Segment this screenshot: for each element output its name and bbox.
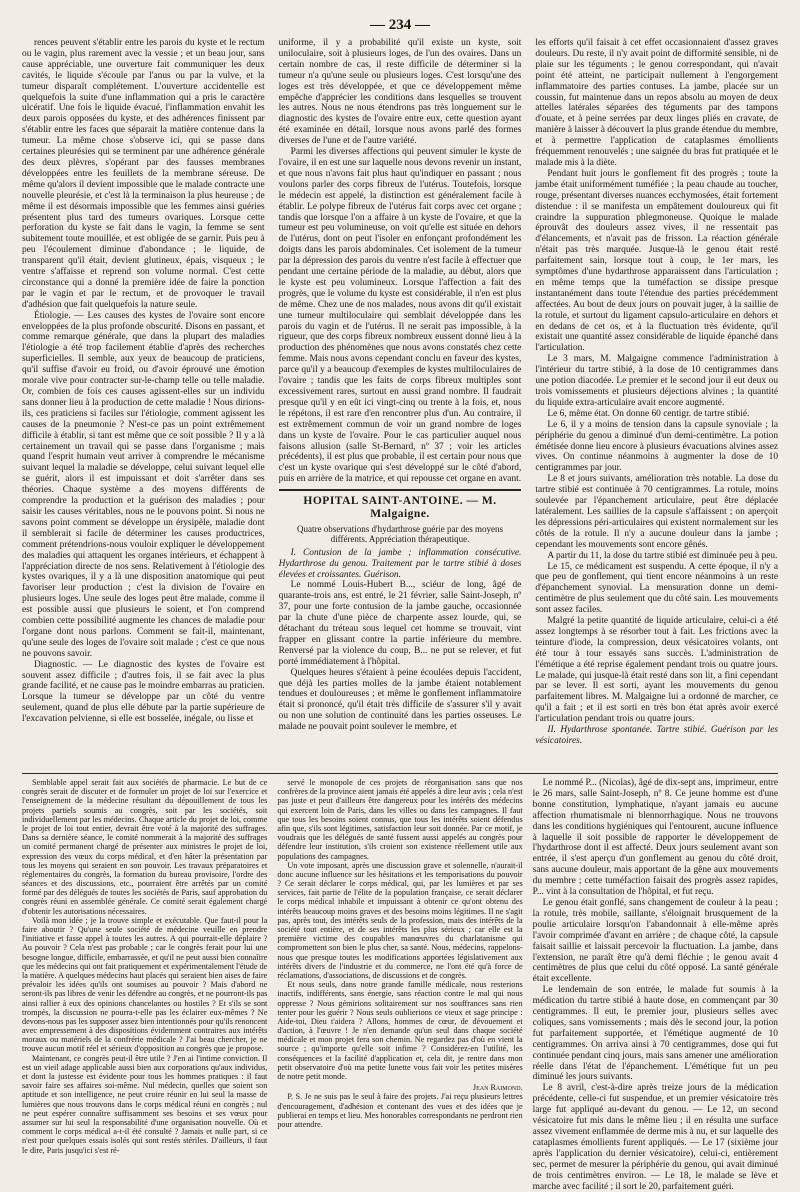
- paragraph: les efforts qu'il faisait à cet effet occasionnaient d'assez graves douleurs. Du reste, il n'y avait point de difformité sensible, ni de plaie sur les téguments ; le genou correspondant, qui n'avait point été atteint, ne participait nullement à l'engorgement inflammatoire des parties contuses. La jambe, placée sur un coussin, fut maintenue dans un repos absolu au moyen de deux attelles latérales séparées des téguments par des tampons d'ouate, et à peine serrées par deux linges pliés en cravate, de manière à laisser à découvert la plus grande étendue du membre, et à permettre l'application de cataplasmes émollients fréquemment renouvelés ; une saignée du bras fut pratiquée et le malade mis à la diète.: [535, 38, 779, 168]
- paragraph: Le nommé P... (Nicolas), âgé de dix-sept ans, imprimeur, entre le 26 mars, salle Saint-Joseph, nº 8. Ce jeune homme est d'une bonne constitution, lymphatique, n'ayant jamais eu aucune affection rhumatismale ni blennorrhagique. Nous ne trouvons dans les conditions hygiéniques qui l'entourent, aucune influence à laquelle il soit possible de rapporter le développement de l'hydarthrose dont il est affecté. Deux jours seulement avant son entrée, il s'est aperçu d'un gonflement au genou du côté droit, sans aucune douleur, mais apportant de la gêne aux mouvements du membre ; cette tuméfaction faisait des progrès assez rapides, P... vint à la consultation de l'hôpital, et fut reçu.: [532, 778, 778, 898]
- paragraph: A partir du 11, la dose du tartre stibié est diminuée peu à peu.: [547, 550, 778, 561]
- column-1: [22, 38, 265, 770]
- feuilleton-column-1: [22, 778, 267, 1170]
- paragraph: Et nous seuls, dans notre grande famille médicale, nous resterions inactifs, indifférents, sans énergie, sans réaction contre le mal qui nous oppresse ? Nous gémirions solitairement sur nos souffrances sans rien tenter pour les guérir ? Nous seuls oublierions ce vieux et sage principe : Aide-toi, Dieu t'aidera ? Allons, hommes de cœur, de dévouement et d'action, à l'œuvre ! Je n'en demande qu'un seul dans chaque société médicale et mon projet fera son chemin. Ne regardez pas d'où en vient la source ; qu'importe qu'elle soit infime ? Considérez-en l'utilité, les conséquences et la facilité d'application et, cela dit, je rentre dans mon petit observatoire d'où ma petite lunette vous fait voir les petites misères de notre petit monde.: [277, 980, 523, 1081]
- paragraph: Pendant huit jours le gonflement fit des progrès ; toute la jambe était uniformément tuméfiée ; la peau chaude au toucher, rouge, présentant diverses nuances ecchymosées, était fortement distendue : il se manifesta un empâtement douloureux qui fit craindre la suppuration phlegmoneuse. Quoique le malade éprouvât des douleurs assez vives, il ne ressentait pas d'élancements, et n'avait pas de frisson. La réaction générale n'était pas très marquée. Jusque-là le genou était resté parfaitement sain, lorsque tout à coup, le 1er mars, les symptômes d'une hydarthrose apparaissent dans l'articulation ; en même temps que la tuméfaction se dissipe presque instantanément dans toute l'étendue des parties précédemment affectées. Au bout de deux jours on pouvait juger, à la saillie de la rotule, et surtout du ligament capsulo-articulaire en dehors et en dedans de cet os, et à la fluctuation très évidente, qu'il existait une quantité assez considérable de liquide épanché dans l'articulation.: [535, 168, 779, 354]
- author-signature: Jean Raimond.: [472, 1083, 523, 1093]
- paragraph: Parmi les diverses affections qui peuvent simuler le kyste de l'ovaire, il en est une sur laquelle nous devons revenir un instant, et que nous n'avons fait plus haut qu'indiquer en passant ; nous voulons parler des corps fibreux de l'utérus. Toutefois, lorsque le médecin est appelé, la distinction est généralement facile à établir. Le polype fibreux de l'utérus fait corps avec cet organe ; tandis que lorsque l'on a affaire à un kyste de l'ovaire, et que la tumeur est peu volumineuse, on voit qu'elle est située en dehors de l'utérus, dont on peut l'isoler en enfonçant profondément les doigts dans les parois abdominales. Cet isolement de la tumeur par la dépression des parois du ventre n'est facile à effectuer que pendant une certaine période de la maladie, au début, alors que le kyste est peu volumineux. Lorsque l'affection a fait des progrès, que le volume du kyste est considérable, il n'en est plus de même. Chez une de nos malades, nous avons dit qu'il existait une tumeur multiloculaire qui semblait développée dans les parois du vagin et de l'utérus. Il ne serait pas impossible, à la rigueur, que des corps fibreux nombreux eussent donné lieu à la production des phénomènes que nous avons constatés chez cette femme. Mais nous avons cependant conclu en faveur des kystes, parce qu'il y a beaucoup d'exemples de kystes multiloculaires de l'ovaire ; tandis que les faits de corps fibreux multiples sont excessivement rares, surtout en aussi grand nombre. Il faudrait presque qu'il y en eût ici vingt-cinq ou trente à la fois, et, nous le répétons, il est rare d'en rencontrer plus d'un. Au contraire, il est extrêmement commun de voir un grand nombre de loges dans un kyste de l'ovaire. Pour le cas particulier auquel nous faisons allusion (salle St-Bernard, nº 37 ; voir les articles précédents), il est plus que probable, il est certain pour nous que c'est un kyste ovarique qui s'est développé sur le côté d'abord, puis en arrière de la matrice, et qui repousse cet organe en avant.: [278, 147, 522, 485]
- paragraph: uniforme, il y a probabilité qu'il existe un kyste, soit uniloculaire, soit à plusieurs loges, de l'un des ovaires. Dans un certain nombre de cas, il reste difficile de déterminer si la tumeur n'a qu'une seule ou plusieurs loges. C'est lorsqu'une des loges est très développée, et que ce développement même empêche d'apprécier les conditions dans lesquelles se trouvent les autres. Nous ne nous étendrons pas très longuement sur le diagnostic des kystes de l'ovaire entre eux, cette question ayant été examinée en détail, lorsque nous avons parlé des formes diverses de l'une et de l'autre variété.: [278, 38, 522, 147]
- postscript: P. S. Je ne suis pas le seul à faire des projets. J'ai reçu plusieurs lettres d'encouragement, d'adhésion et contenant des vues et des idées que je publierai en temps et lieu. Mes honorables correspondants ne perdront rien pour attendre.: [277, 1092, 523, 1129]
- section-divider: [279, 489, 522, 491]
- paragraph: servé le monopole de ces projets de réorganisation sans que nos confrères de la province aient jamais été appelés à dire leur avis ; cela n'est pas juste et peut d'ailleurs être dangereux pour les intérêts des médecins qui exercent loin de Paris, dans les villes ou dans les campagnes. Il faut que tous les besoins soient connus, que tous les intérêts soient défendus afin que, s'ils sont légitimes, satisfaction leur soit donnée. Par ce motif, je voudrais que les délégués de santé fussent aussi appelés au congrès pour défendre leur institution, s'ils croient son existence réellement utile aux populations des campagnes.: [277, 778, 523, 861]
- case-heading: I. Contusion de la jambe ; inflammation consécutive. Hydarthrose du genou. Traitement par le tartre stibié à doses élevées et croissantes. Guérison.: [278, 547, 522, 580]
- top-columns: [22, 38, 778, 770]
- paragraph: Le 8 avril, c'est-à-dire après treize jours de la médication précédente, celle-ci fut suspendue, et un premier vésicatoire très large fut appliqué au-devant du genou. — Le 12, un second vésicatoire fut mis dans le même lieu ; il en résulta une surface assez vivement enflammée de derme mis à nu, et sur laquelle des cataplasmes émollients furent appliqués. — Le 17 (sixième jour après l'application du dernier vésicatoire), celui-ci, entièrement sec, permet de mesurer la périphérie du genou, qui avait diminué de trois centimètres environ. — Le 18, le malade se lève et marche avec facilité ; il sort le 20, parfaitement guéri.: [532, 1083, 778, 1192]
- paragraph: Le 6, il y a moins de tension dans la capsule synoviale ; la périphérie du genou a diminué d'un demi-centimètre. La potion émétisée donne lieu encore à plusieurs évacuations alvines assez vives. On continue néanmoins à augmenter la dose de 10 centigrammes par jour.: [535, 419, 779, 474]
- feuilleton-rule: [22, 773, 778, 774]
- paragraph: Maintenant, ce congrès peut-il être utile ? J'en ai l'intime conviction. Il est un vieil adage applicable aussi bien aux corporations qu'aux individus, et dont la justesse est évidente pour tous les hommes pratiques : il faut savoir faire ses affaires soi-même. Nul médecin, quelles que soient son aptitude et son intelligence, ne peut croire réunir en lui seul la masse de lumières que nous trouvons dans le corps médical réuni en congrès ; nul ne peut espérer connaître suffisamment ses besoins et ses vœux pour assumer sur lui seul la responsabilité d'une organisation nouvelle. Où et comment le corps médical a-t-il été consulté ? Jamais et nulle part, si ce n'est pour quelques essais isolés qui sont restés stériles. D'ailleurs, il faut le dire, Paris jusqu'ici s'est ré-: [22, 1053, 268, 1155]
- section-subtitle: Quatre observations d'hydarthrose guérie par des moyens différents. Appréciation thérapeutique.: [296, 523, 504, 545]
- paragraph: Le 6, même état. On donne 60 centigr. de tartre stibié.: [547, 408, 750, 419]
- paragraph: Un vote imposant, après une discussion grave et solennelle, n'aurait-il donc aucune influence sur les hésitations et les temporisations du pouvoir ? Ce serait déclarer le corps médical, qui, par les lumières et par ses services, fait partie de l'élite de la population française, ce serait déclarer le corps médical inhabile et impuissant à obtenir ce qu'ont obtenu des intérêts beaucoup moins graves et des besoins moins légitimes. Il ne s'agit pas, après tout, des intérêts seuls de la profession, mais des intérêts de la société tout entière, et de ses intérêts les plus sérieux ; car elle est la première victime des coupables manœuvres du charlatanisme qui compromettent son bien le plus cher, sa santé. Nous, médecins, rappelons-nous que presque toutes les modifications apportées législativement aux intérêts divers de l'industrie et du commerce, ne l'ont été qu'à force de réclamations, d'associations, de discussions et de congrès.: [277, 860, 523, 980]
- paragraph-etiologie: Étiologie. — Les causes des kystes de l'ovaire sont encore enveloppées de la plus profonde obscurité. Disons en passant, et comme remarque générale, que dans la plupart des maladies l'étiologie a été trop facilement établie d'après des recherches superficielles. Il semble, aux yeux de beaucoup de praticiens, qu'il suffise d'avoir eu froid, ou d'avoir éprouvé une émotion morale vive pour contracter sur-le-champ telle ou telle maladie. Or, combien de fois ces causes agissent-elles sur un individu sans donner lieu à la production de cette maladie ! Nous dirions-ils, ces praticiens si faciles sur l'étiologie, comment agissent les causes de la pneumonie ? N'est-ce pas un point extrêmement difficile à établir, si tant est même que ce soit possible ? Il y a là certainement un travail qui se passe dans l'organisme ; mais quand l'esprit humain veut arriver à comprendre le mécanisme suivant lequel la maladie se développe, celui suivant lequel elle se guérit, alors il est impuissant et doit s'arrêter dans ses théories. Chaque système a des moyens différents de comprendre la production et la guérison des maladies ; pour saisir les causes véritables, nous ne le pouvons point. Si nous ne savons point comment se développe un érysipèle, maladie dont il semblerait si facile de déterminer les causes productrices, comment prétendrions-nous vouloir expliquer le développement des maladies qui attaquent les organes intérieurs, et échappent à l'appréciation directe de nos sens. Relativement à l'étiologie des kystes ovariques, il y a là une disposition anatomique qui peut favoriser leur production ; c'est la division de l'ovaire en plusieurs loges. Une seule des loges peut être malade, comme il est possible aussi que plusieurs le soient, et l'on comprend combien cette possibilité augmente les chances de maladie pour l'organe dont nous parlons. Comment se fait-il, maintenant, qu'une seule des loges de l'ovaire soit malade ; c'est ce que nous ne pouvons savoir.: [22, 310, 265, 659]
- paragraph: Semblable appel serait fait aux sociétés de pharmacie. Le but de ce congrès serait de discuter et de formuler un projet de loi sur l'exercice et l'enseignement de la médecine résultant du dépouillement de tous les projets partiels soumis au congrès, soit par les sociétés, soit individuellement par les médecins. Chaque article du projet de loi, comme le projet de loi tout entier, devrait être voté à la majorité des suffrages. Dans sa dernière séance, le comité nommerait à la majorité des suffrages un comité permanent chargé de présenter aux ministres le projet de loi, expression des vœux du corps médical, et d'en hâter la présentation par tous les moyens qui seraient en son pouvoir. Les travaux préparatoires et réglementaires du congrès, la formation du bureau provisoire, l'ordre des séances et des discussions, etc., pourraient être arrêtés par un comité formé par des délégués de toutes les sociétés de Paris, sauf approbation du congrès réuni en assemblée générale. Ce comité serait également chargé d'obtenir les autorisations nécessaires.: [22, 778, 268, 916]
- paragraph: Le 8 et jours suivants, amélioration très notable. La dose du tartre stibié est continuée à 70 centigrammes. La rotule, moins soulevée par l'épanchement articulaire, peut être déplacée latéralement. Les saillies de la capsule s'affaissent ; on aperçoit les dépressions péri-articulaires qui existent normalement sur les côtés de la rotule. Il n'y a aucune douleur dans la jambe ; cependant les mouvements sont encore gênés.: [535, 474, 779, 550]
- paragraph: Le genou était gonflé, sans changement de couleur à la peau ; la rotule, très mobile, saillante, s'éloignait brusquement de la poulie articulaire lorsqu'on l'abandonnait à elle-même après l'avoir comprimée d'avant en arrière ; de chaque côté, la capsule faisait saillie et laissait percevoir la fluctuation. La jambe, dans l'extension, ne paraît être qu'à demi fléchie ; le genou avait 4 centimètres de plus que celui du côté opposé. La santé générale était excellente.: [532, 897, 778, 985]
- paragraph: Voilà mon idée ; je la trouve simple et exécutable. Que faut-il pour la faire aboutir ? Qu'une seule société de médecine veuille en prendre l'initiative et fasse appel à toutes les autres. A qui pourrait-elle déplaire ? Au pouvoir ? Cela n'est pas probable ; car le congrès ferait pour lui une besogne longue, difficile, embarrassée, et qu'il ne peut aussi bien connaître que les médecins qui ont fait pratiquement et expérimentalement l'étude de la matière. A quelques médecins haut placés qui seraient bien aises de faire prévaloir les idées qu'ils ont soumises au pouvoir ? Mais d'abord ne seront-ils pas libres de venir les défendre au congrès, et ne pourront-ils pas ainsi rallier à eux des opinions chancelantes ou hostiles ? Et s'ils se sont trompés, la discussion ne pourra-t-elle pas les éclairer eux-mêmes ? Ne devons-nous pas les supposer assez bien intentionnés pour qu'ils renoncent avec empressement à des dispositions évidemment contraires aux intérêts moraux ou matériels de la confrérie médicale ? J'ai beau chercher, je ne trouve aucun motif réel et sérieux d'opposition au congrès que je propose.: [22, 915, 268, 1054]
- column-3: [535, 38, 778, 770]
- paragraph: Le 15, ce médicament est suspendu. A cette époque, il n'y a que peu de gonflement, qui tient encore néanmoins à un reste d'épanchement synovial. La mensuration donne un demi-centimètre de plus seulement que du côté sain. Les mouvements sont assez faciles.: [535, 561, 779, 616]
- column-2: [279, 38, 522, 770]
- paragraph: Le lendemain de son entrée, le malade fut soumis à la médication du tartre stibié à haute dose, en commençant par 30 centigrammes. Il eut, le premier jour, plusieurs selles avec coliques, sans vomissements ; mais dès le second jour, la potion fut parfaitement supportée, et l'émétique augmenté de 10 centigrammes. On arriva ainsi à 70 centigrammes, dose qui fut continuée pendant cinq jours, mais sans amener une amélioration réelle dans l'état de l'épanchement. L'émétique fut un peu diminué les jours suivants.: [532, 985, 778, 1083]
- paragraph: Quelques heures s'étaient à peine écoulées depuis l'accident, que déjà les parties molles de la jambe étaient notablement tendues et douloureuses ; et même le gonflement inflammatoire était si prononcé, qu'il était très difficile de s'assurer s'il y avait ou non une solution de continuité dans les parties osseuses. Le malade ne pouvait point soulever le membre, et: [278, 667, 522, 733]
- bottom-columns: [22, 778, 778, 1192]
- page-number: — 234 —: [370, 17, 430, 33]
- case-heading: II. Hydarthrose spontanée. Tartre stibié. Guérison par les vésicatoires.: [535, 725, 779, 746]
- section-title: HOPITAL SAINT-ANTOINE. — M. Malgaigne.: [303, 495, 497, 521]
- paragraph: Le 3 mars, M. Malgaigne commence l'administration à l'intérieur du tartre stibié, à la dose de 10 centigrammes dans une potion diacodée. Le premier et le second jour il eut deux ou trois vomissements et plusieurs déjections alvines ; la quantité du liquide extra-articulaire avait encore augmenté.: [535, 354, 779, 408]
- paragraph: Malgré la petite quantité de liquide articulaire, celui-ci a été assez longtemps à se résorber tout à fait. Les frictions avec la teinture d'iode, la compression, deux vésicatoires volants, ont été tour à tour essayés sans succès. L'administration de l'émétique a été reprise également pendant trois ou quatre jours. Le malade, qui jusque-là était resté dans son lit, a fini cependant par se lever. Il est sorti, ayant les mouvements du genou parfaitement libres. M. Malgaigne lui a ordonné de marcher, ce qu'il a fait ; et il est sorti en très bon état après avoir exercé l'articulation pendant trois ou quatre jours.: [535, 616, 779, 725]
- paragraph-diagnostic: Diagnostic. — Le diagnostic des kystes de l'ovaire est souvent assez difficile ; d'autres fois, il se fait avec la plus grande facilité, et ne cause pas le moindre embarras au praticien. Lorsque la tumeur se développe par un côté du ventre seulement, quand de plus elle débute par la partie supérieure de l'excavation pelvienne, si elle est bosselée, inégale, ou lisse et: [22, 659, 265, 725]
- paragraph: rences peuvent s'établir entre les parois du kyste et le rectum ou le vagin, plus rarement avec la vessie ; et un beau jour, sans cause appréciable, une ouverture fait communiquer les deux cavités, le liquide s'écoule par l'anus ou par la vulve, et la tumeur disparaît complétement. L'ouverture accidentelle est quelquefois la suite d'une inflammation qui a pris le caractère ulcératif. Une fois le liquide évacué, l'inflammation envahit les deux parois opposées du kyste, et des adhérences finissent par s'établir entre les faces que séparait la matière contenue dans la tumeur. La même chose s'observe ici, qui se passe dans certaines pleurésies qui se terminent par une adhérence générale des deux plèvres, s'opérant par des fausses membranes développées entre les feuillets de la membrane séreuse. De même qu'alors il devient impossible que le malade contracte une nouvelle pleurésie, et c'est là la terminaison la plus heureuse ; de même il est désormais impossible que les femmes ainsi guéries présentent plus tard des tumeurs ovariques. Lorsque cette perforation du kyste se fait dans le vagin, la femme se sent subitement toute mouillée, et est obligée de se garnir. Puis peu à peu l'écoulement diminue d'abondance ; le liquide, de transparent qu'il était, devient glutineux, épais, visqueux ; le ventre s'affaisse et reprend son volume normal. C'est cette circonstance qui a donné la première idée de faire la ponction par le vagin et par le rectum, et de provoquer le travail d'adhésion que fait quelquefois la nature seule.: [22, 38, 265, 310]
- column-3-continued: [532, 778, 778, 1192]
- feuilleton-column-2: [277, 778, 522, 1170]
- paragraph: Le nommé Louis-Hubert B..., sciéur de long, âgé de quarante-trois ans, est entré, le 21 février, salle Saint-Joseph, nº 37, pour une forte contusion de la jambe gauche, occasionnée par la chute d'une pièce de charpente assez lourde, qui, se détachant du tréteau sous lequel cet homme se trouvait, vint frapper en glissant contre la partie inférieure du membre. Renversé par la violence du coup, B... ne put se relever, et fut porté immédiatement à l'hôpital.: [278, 580, 522, 667]
